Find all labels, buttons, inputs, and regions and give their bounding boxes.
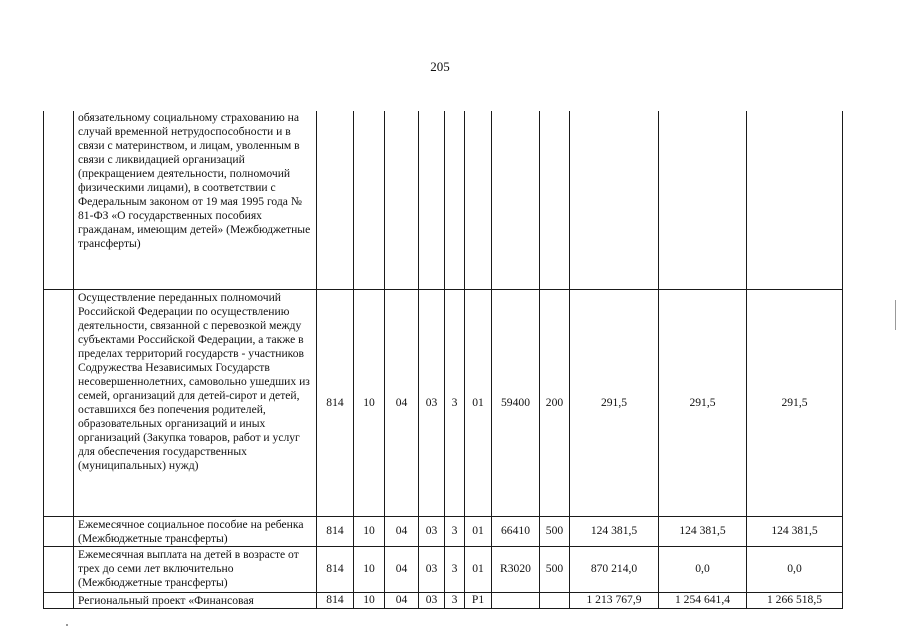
table-cell-section: 10 — [354, 516, 385, 546]
table-cell-subprogram — [445, 111, 465, 289]
table-cell-marker — [44, 592, 74, 608]
budget-table — [43, 111, 843, 609]
table-cell-program — [419, 111, 445, 289]
table-cell-amount-3: 0,0 — [747, 546, 843, 592]
table-cell-amount-3: 1 266 518,5 — [747, 592, 843, 608]
table-cell-amount-1: 870 214,0 — [570, 546, 659, 592]
table-cell-amount-1: 124 381,5 — [570, 516, 659, 546]
table-cell-subprogram: 3 — [445, 289, 465, 516]
table-cell-section — [354, 111, 385, 289]
table-row — [44, 516, 843, 546]
table-cell-amount-3 — [747, 111, 843, 289]
table-cell-expense-type: 500 — [540, 516, 570, 546]
table-row — [44, 592, 843, 608]
scan-edge-mark — [895, 300, 896, 330]
table-cell-marker — [44, 516, 74, 546]
table-row — [44, 289, 843, 516]
table-cell-subsection: 04 — [385, 289, 419, 516]
table-cell-ministry: 814 — [317, 592, 354, 608]
table-cell-name: Региональный проект «Финансовая — [74, 592, 317, 608]
table-cell-direction: R3020 — [492, 546, 540, 592]
table-cell-section: 10 — [354, 592, 385, 608]
table-cell-direction: 66410 — [492, 516, 540, 546]
table-cell-amount-2: 124 381,5 — [659, 516, 747, 546]
table-cell-program: 03 — [419, 592, 445, 608]
table-cell-subsection: 04 — [385, 592, 419, 608]
table-cell-expense-type — [540, 111, 570, 289]
table-cell-amount-1: 1 213 767,9 — [570, 592, 659, 608]
table-cell-amount-2: 1 254 641,4 — [659, 592, 747, 608]
table-cell-event — [465, 111, 492, 289]
table-cell-ministry: 814 — [317, 546, 354, 592]
table-cell-marker — [44, 546, 74, 592]
table-cell-direction: 59400 — [492, 289, 540, 516]
table-cell-amount-2: 0,0 — [659, 546, 747, 592]
table-cell-subprogram: 3 — [445, 592, 465, 608]
table-cell-program: 03 — [419, 546, 445, 592]
table-cell-amount-1 — [570, 111, 659, 289]
table-cell-name: Ежемесячная выплата на детей в возрасте от трех до семи лет включительно (Межбюджетные трансферты) — [74, 546, 317, 592]
table-cell-event: 01 — [465, 289, 492, 516]
table-cell-ministry: 814 — [317, 516, 354, 546]
table-cell-amount-3: 291,5 — [747, 289, 843, 516]
table-cell-expense-type: 500 — [540, 546, 570, 592]
table-cell-event: 01 — [465, 546, 492, 592]
table-cell-amount-3: 124 381,5 — [747, 516, 843, 546]
table-cell-direction — [492, 592, 540, 608]
table-cell-expense-type: 200 — [540, 289, 570, 516]
page-number: 205 — [430, 59, 450, 74]
table-cell-ministry: 814 — [317, 289, 354, 516]
table-cell-subsection: 04 — [385, 516, 419, 546]
table-cell-program: 03 — [419, 289, 445, 516]
table-cell-marker — [44, 289, 74, 516]
table-cell-event: 01 — [465, 516, 492, 546]
table-cell-amount-1: 291,5 — [570, 289, 659, 516]
table-cell-name: Осуществление переданных полномочий Российской Федерации по осуществлению деятельности, связанной с перевозкой между субъектами Российской Федерации, а также в пределах территорий государств - участников Содружества Независимых Государств несовершеннолетних, самовольно ушедших из семей, организаций для детей-сирот и детей, оставшихся без попечения родителей, образовательных организаций и иных организаций (Закупка товаров, работ и услуг для обеспечения государственных (муниципальных) нужд) — [74, 289, 317, 516]
table-cell-direction — [492, 111, 540, 289]
table-cell-marker — [44, 111, 74, 289]
scan-dot — [66, 624, 68, 626]
table-cell-amount-2: 291,5 — [659, 289, 747, 516]
table-row — [44, 546, 843, 592]
table-cell-ministry — [317, 111, 354, 289]
table-cell-subsection: 04 — [385, 546, 419, 592]
table-cell-subsection — [385, 111, 419, 289]
table-cell-event: P1 — [465, 592, 492, 608]
table-cell-expense-type — [540, 592, 570, 608]
table-cell-subprogram: 3 — [445, 516, 465, 546]
table-cell-name: обязательному социальному страхованию на случай временной нетрудоспособности и в связи с материнством, и лицам, уволенным в связи с ликвидацией организаций (прекращением деятельности, полномочий физическими лицами), в соответствии с Федеральным законом от 19 мая 1995 года № 81-ФЗ «О государственных пособиях гражданам, имеющим детей» (Межбюджетные трансферты) — [74, 111, 317, 289]
table-cell-subprogram: 3 — [445, 546, 465, 592]
table-cell-name: Ежемесячное социальное пособие на ребенка (Межбюджетные трансферты) — [74, 516, 317, 546]
table-row — [44, 111, 843, 289]
table-cell-section: 10 — [354, 289, 385, 516]
table-cell-program: 03 — [419, 516, 445, 546]
table-cell-amount-2 — [659, 111, 747, 289]
table-cell-section: 10 — [354, 546, 385, 592]
